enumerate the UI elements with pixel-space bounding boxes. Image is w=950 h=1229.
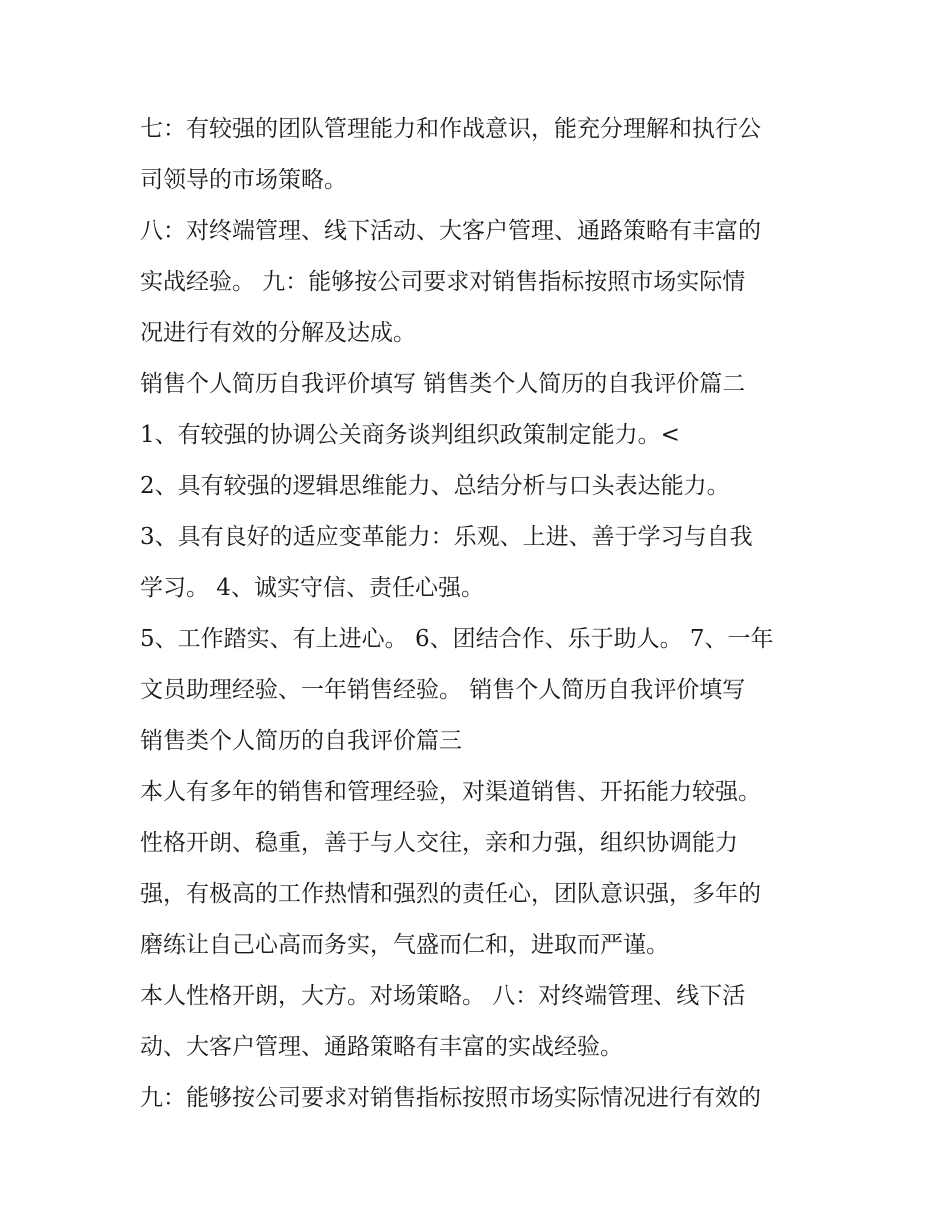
list-item-line: 3、具有良好的适应变革能力：乐观、上进、善于学习与自我	[140, 524, 753, 550]
text-line: 九：能够按公司要求对销售指标按照市场实际情况进行有效的	[140, 1085, 761, 1111]
list-item-line: 学习。 4、诚实守信、责任心强。	[140, 575, 484, 601]
list-item-line: 5、工作踏实、有上进心。 6、团结合作、乐于助人。 7、一年	[140, 626, 774, 652]
text-line: 磨练让自己心高而务实，气盛而仁和，进取而严谨。	[140, 932, 669, 958]
list-item-line: 1、有较强的协调公关商务谈判组织政策制定能力。<	[140, 422, 680, 448]
text-line: 本人性格开朗，大方。对场策略。 八：对终端管理、线下活	[140, 983, 746, 1009]
list-item-line: 2、具有较强的逻辑思维能力、总结分析与口头表达能力。	[140, 473, 730, 499]
text-line: 实战经验。 九：能够按公司要求对销售指标按照市场实际情	[140, 269, 746, 295]
section-heading-line: 销售个人简历自我评价填写 销售类个人简历的自我评价篇二	[140, 371, 746, 397]
document-body	[140, 104, 820, 1124]
text-line: 文员助理经验、一年销售经验。 销售个人简历自我评价填写	[140, 677, 746, 703]
text-line: 动、大客户管理、通路策略有丰富的实战经验。	[140, 1034, 623, 1060]
text-line: 本人有多年的销售和管理经验，对渠道销售、开拓能力较强。	[140, 779, 761, 805]
text-line: 况进行有效的分解及达成。	[140, 320, 416, 346]
text-line: 性格开朗、稳重，善于与人交往，亲和力强，组织协调能力	[140, 830, 738, 856]
section-heading-line: 销售类个人简历的自我评价篇三	[140, 728, 462, 754]
text-line: 强，有极高的工作热情和强烈的责任心，团队意识强，多年的	[140, 881, 761, 907]
text-line: 七：有较强的团队管理能力和作战意识，能充分理解和执行公	[140, 116, 761, 142]
text-line: 司领导的市场策略。	[140, 167, 347, 193]
text-line: 八：对终端管理、线下活动、大客户管理、通路策略有丰富的	[140, 218, 761, 244]
